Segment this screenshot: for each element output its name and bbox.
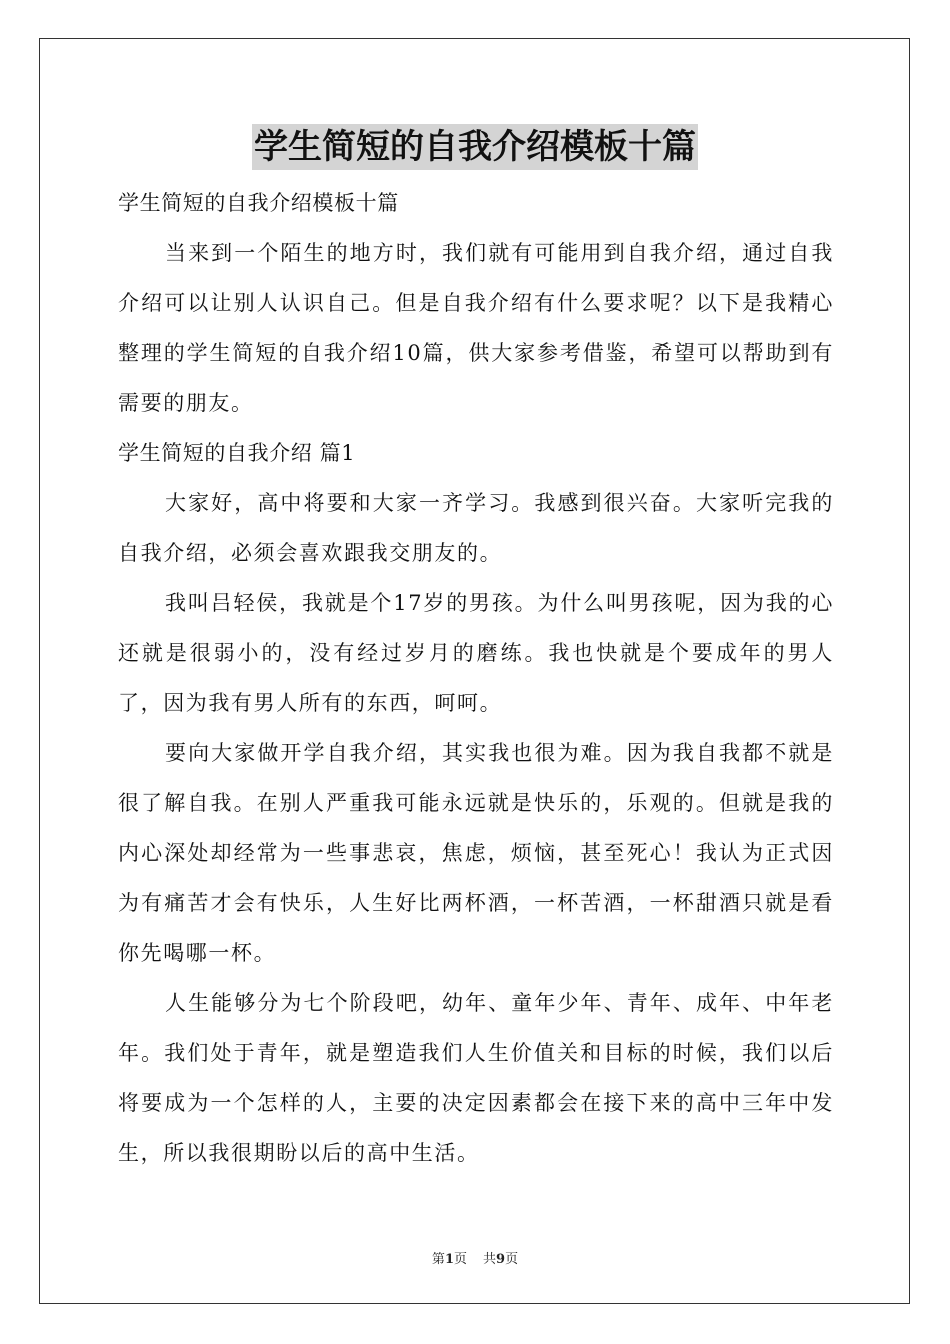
page-current: 1 — [444, 1252, 454, 1267]
body-paragraph: 我叫吕轻侯，我就是个17岁的男孩。为什么叫男孩呢，因为我的心还就是很弱小的，没有经过岁月的磨练。我也快就是个要成年的男人了，因为我有男人所有的东西，呵呵。 — [118, 591, 834, 715]
body-paragraph: 人生能够分为七个阶段吧，幼年、童年少年、青年、成年、中年老年。我们处于青年，就是塑造我们人生价值关和目标的时候，我们以后将要成为一个怎样的人，主要的决定因素都会在接下来的高中三年中发生，所以我很期盼以后的高中生活。 — [118, 991, 834, 1165]
total-prefix: 共 — [483, 1252, 497, 1267]
body-paragraph: 要向大家做开学自我介绍，其实我也很为难。因为我自我都不就是很了解自我。在别人严重我可能永远就是快乐的，乐观的。但就是我的内心深处却经常为一些事悲哀，焦虑，烦恼，甚至死心！我认为正式因为有痛苦才会有快乐，人生好比两杯酒，一杯苦酒，一杯甜酒只就是看你先喝哪一杯。 — [118, 741, 834, 965]
body-paragraph: 大家好，高中将要和大家一齐学习。我感到很兴奋。大家听完我的自我介绍，必须会喜欢跟我交朋友的。 — [118, 491, 834, 565]
page-total: 9 — [496, 1252, 506, 1267]
document-subtitle: 学生简短的自我介绍模板十篇 — [118, 191, 399, 215]
page-prefix: 第 — [431, 1252, 445, 1267]
title-container — [0, 124, 950, 170]
document-title: 学生简短的自我介绍模板十篇 — [252, 124, 698, 170]
page-suffix: 页 — [453, 1252, 467, 1267]
page-footer — [0, 1248, 950, 1267]
body-paragraph: 当来到一个陌生的地方时，我们就有可能用到自我介绍，通过自我介绍可以让别人认识自己。但是自我介绍有什么要求呢？以下是我精心整理的学生简短的自我介绍10篇，供大家参考借鉴，希望可以帮助到有需要的朋友。 — [118, 241, 834, 415]
total-suffix: 页 — [505, 1252, 519, 1267]
document-body — [118, 178, 834, 1178]
section-heading: 学生简短的自我介绍 篇1 — [118, 441, 356, 465]
